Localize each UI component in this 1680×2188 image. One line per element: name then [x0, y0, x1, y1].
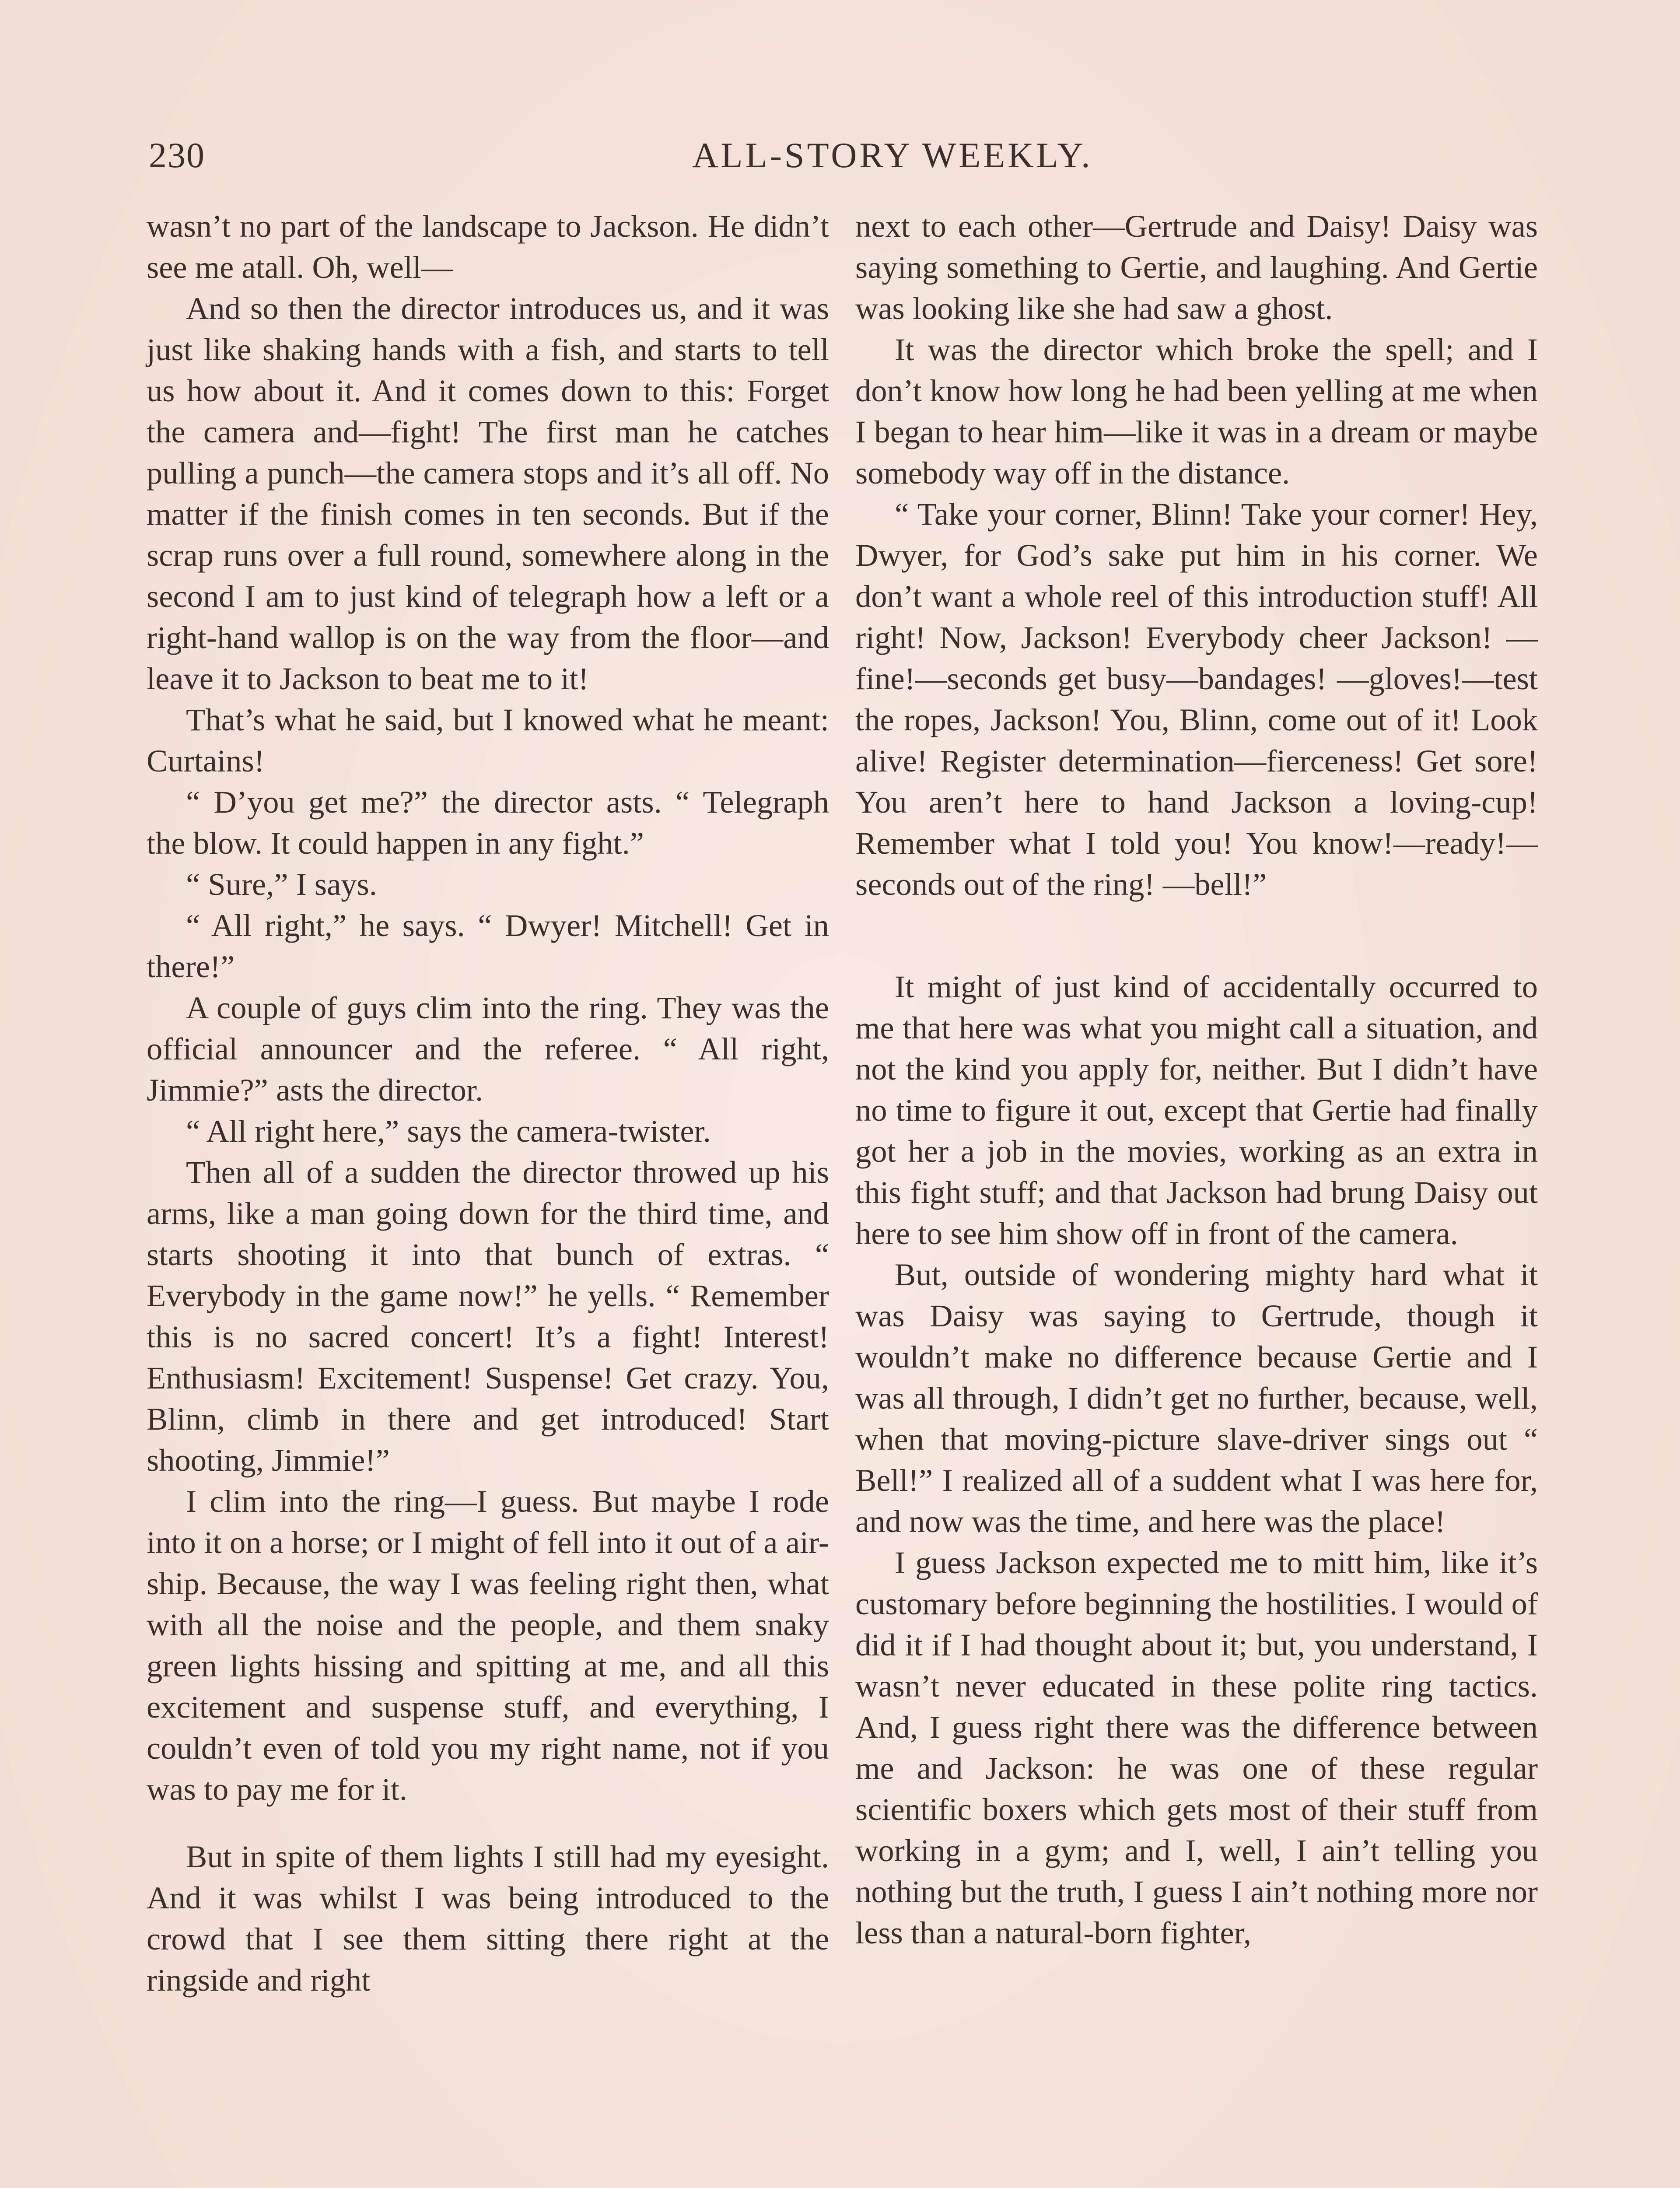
- paragraph: And so then the director introduces us, and it was just like shaking hands with a fish, and starts to tell us how about it. And it comes down to this: Forget the camera and—fight! The first man he catches pulling a punch—the camera stops and it’s all off. No matter if the finish comes in ten seconds. But if the scrap runs over a full round, somewhere along in the second I am to just kind of telegraph how a left or a right-hand wallop is on the way from the floor—and leave it to Jackson to beat me to it!: [147, 291, 829, 696]
- paragraph: That’s what he said, but I knowed what he meant: Curtains!: [147, 702, 829, 778]
- paragraph: A couple of guys clim into the ring. They was the official announcer and the referee. “ All right, Jimmie?” asts the director.: [147, 990, 829, 1108]
- paragraph: wasn’t no part of the landscape to Jackson. He didn’t see me atall. Oh, well—: [147, 208, 829, 285]
- paragraph: It might of just kind of accidentally occurred to me that here was what you might call a situation, and not the kind you apply for, neither. But I didn’t have no time to figure it out, except that Gertie had finally got her a job in the movies, working as an extra in this fight stuff; and that Jackson had brung Daisy out here to see him show off in front of the camera.: [855, 969, 1538, 1251]
- paragraph: next to each other—Gertrude and Daisy! Daisy was saying something to Gertie, and laughing. And Gertie was looking like she had saw a ghost.: [855, 208, 1538, 326]
- paragraph: But in spite of them lights I still had my eyesight. And it was whilst I was being introduced to the crowd that I see them sitting there right at the ringside and right: [147, 1839, 829, 1998]
- paragraph: “ All right here,” says the camera-twister.: [186, 1113, 711, 1149]
- right-text-column: [855, 206, 1538, 1953]
- paragraph: “ Take your corner, Blinn! Take your corner! Hey, Dwyer, for God’s sake put him in his corner. We don’t want a whole reel of this introduction stuff! All right! Now, Jackson! Everybody cheer Jackson! —fine!—seconds get busy—bandages! —gloves!—test the ropes, Jackson! You, Blinn, come out of it! Look alive! Register determination—fierceness! Get sore! You aren’t here to hand Jackson a loving-cup! Remember what I told you! You know!—ready!—seconds out of the ring! —bell!”: [855, 496, 1538, 902]
- paragraph: Then all of a sudden the director throwed up his arms, like a man going down for the third time, and starts shooting it into that bunch of extras. “ Everybody in the game now!” he yells. “ Remember this is no sacred concert! It’s a fight! Interest! Enthusiasm! Excitement! Suspense! Get crazy. You, Blinn, climb in there and get introduced! Start shooting, Jimmie!”: [147, 1154, 829, 1478]
- paragraph: “ All right,” he says. “ Dwyer! Mitchell! Get in there!”: [147, 908, 829, 984]
- left-text-column: [147, 206, 829, 2001]
- paragraph: I clim into the ring—I guess. But maybe I rode into it on a horse; or I might of fell into it out of a air-ship. Because, the way I was feeling right then, what with all the noise and the people, and them snaky green lights hissing and spitting at me, and all this excitement and suspense stuff, and everything, I couldn’t even of told you my right name, not if you was to pay me for it.: [147, 1483, 829, 1807]
- paragraph: “ Sure,” I says.: [186, 866, 377, 902]
- paragraph: I guess Jackson expected me to mitt him, like it’s customary before beginning the hostilities. I would of did it if I had thought about it; but, you understand, I wasn’t never educated in these polite ring tactics. And, I guess right there was the difference between me and Jackson: he was one of these regular scientific boxers which gets most of their stuff from working in a gym; and I, well, I ain’t telling you nothing but the truth, I guess I ain’t nothing more nor less than a natural-born fighter,: [855, 1545, 1538, 1950]
- paragraph: But, outside of wondering mighty hard what it was Daisy was saying to Gertrude, though it wouldn’t make no difference because Gertie and I was all through, I didn’t get no further, because, well, when that moving-picture slave-driver sings out “ Bell!” I realized all of a suddent what I was here for, and now was the time, and here was the place!: [855, 1257, 1538, 1539]
- running-head: ALL-STORY WEEKLY.: [692, 135, 1093, 175]
- paragraph: “ D’you get me?” the director asts. “ Telegraph the blow. It could happen in any fight.”: [147, 784, 829, 861]
- paragraph: It was the director which broke the spell; and I don’t know how long he had been yelling at me when I began to hear him—like it was in a dream or maybe somebody way off in the distance.: [855, 332, 1538, 491]
- page-number: 230: [149, 135, 205, 175]
- page-header: [149, 129, 1549, 182]
